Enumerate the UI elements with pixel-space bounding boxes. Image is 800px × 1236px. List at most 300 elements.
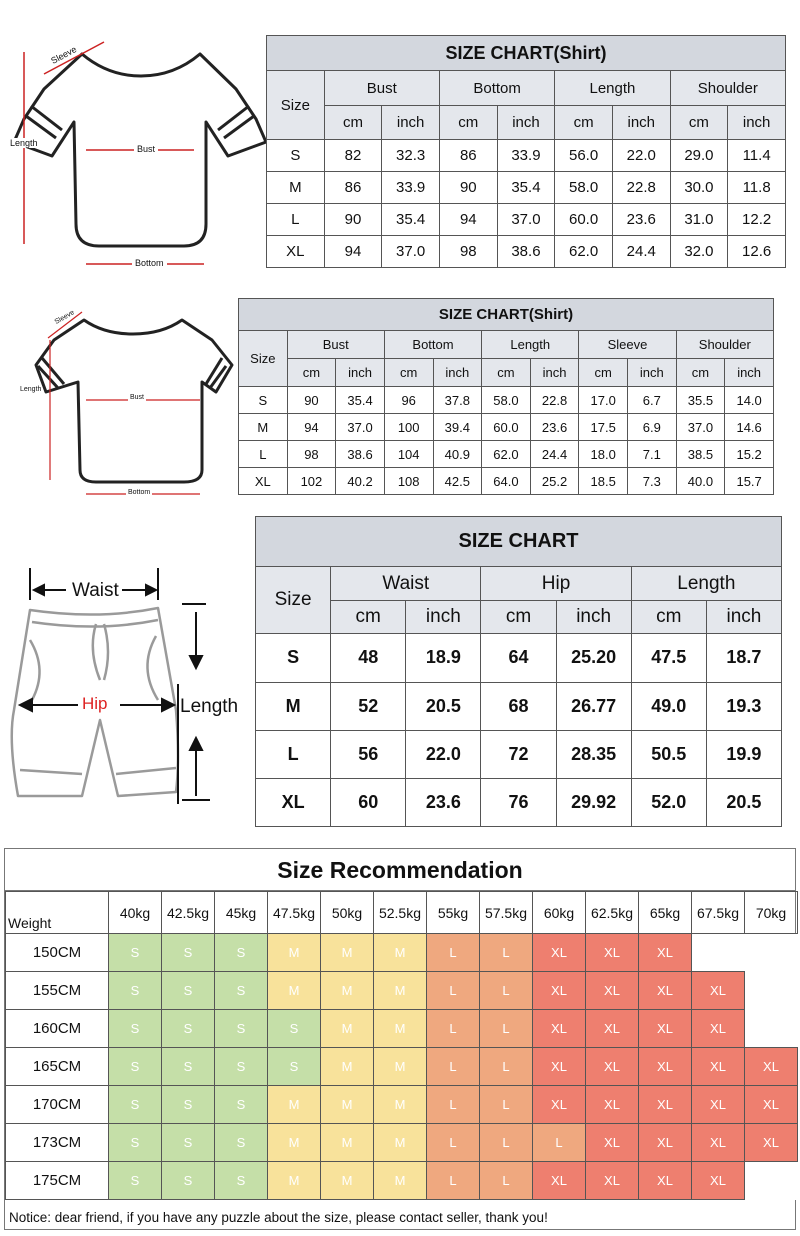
size-cell: L: [427, 1124, 480, 1162]
size-label: S: [239, 387, 288, 414]
size-cell: S: [215, 1086, 268, 1124]
size-chart-shorts: [255, 516, 782, 827]
table-cell: 86: [324, 172, 382, 204]
table-cell: 11.8: [728, 172, 786, 204]
tshirt-outline-icon: [6, 300, 238, 505]
table-row: [256, 634, 782, 682]
recommendation-grid: [5, 891, 798, 1200]
diagram-label-hip: Hip: [82, 694, 108, 713]
table-cell: 96: [384, 387, 433, 414]
shirt-diagram-2: [6, 300, 238, 505]
unit-header: cm: [676, 359, 725, 387]
table-cell: 100: [384, 414, 433, 441]
size-cell: L: [427, 1010, 480, 1048]
recommendation-row: [6, 1086, 798, 1124]
table-cell: 14.6: [725, 414, 774, 441]
table-row: [256, 778, 782, 826]
table-cell: 56.0: [555, 140, 613, 172]
table-cell: 60.0: [555, 204, 613, 236]
size-label: S: [256, 634, 331, 682]
size-label: XL: [256, 778, 331, 826]
table-cell: 86: [439, 140, 497, 172]
size-cell: L: [427, 972, 480, 1010]
size-cell: M: [374, 1048, 427, 1086]
weight-header: 67.5kg: [692, 892, 745, 934]
table-cell: 68: [481, 682, 556, 730]
table-cell: 72: [481, 730, 556, 778]
table-cell: 25.2: [530, 468, 579, 495]
size-chart-shirt-2: [238, 298, 774, 494]
table-cell: 90: [439, 172, 497, 204]
table-cell: 49.0: [631, 682, 706, 730]
table-cell: 40.2: [336, 468, 385, 495]
table-cell: 35.4: [336, 387, 385, 414]
tshirt-outline-icon: [4, 34, 266, 274]
group-header: Waist: [331, 567, 481, 601]
chart-title: SIZE CHART(Shirt): [267, 36, 786, 71]
table-cell: 23.6: [612, 204, 670, 236]
size-cell: XL: [586, 1086, 639, 1124]
size-cell: M: [321, 934, 374, 972]
size-cell: S: [109, 1010, 162, 1048]
size-cell: XL: [745, 1048, 798, 1086]
size-header: Size: [267, 71, 325, 140]
table-cell: 39.4: [433, 414, 482, 441]
table-cell: 22.0: [406, 730, 481, 778]
size-cell: XL: [692, 1162, 745, 1200]
table-cell: 60: [331, 778, 406, 826]
size-cell: L: [480, 972, 533, 1010]
group-header: Length: [482, 331, 579, 359]
table-cell: 30.0: [670, 172, 728, 204]
size-cell: XL: [745, 1124, 798, 1162]
weight-header: 47.5kg: [268, 892, 321, 934]
table-cell: 31.0: [670, 204, 728, 236]
size-label: XL: [267, 236, 325, 268]
table-row: [267, 236, 786, 268]
height-label: 165CM: [6, 1048, 109, 1086]
empty-cell: [745, 1162, 798, 1200]
size-cell: XL: [745, 1086, 798, 1124]
size-cell: M: [374, 972, 427, 1010]
table-cell: 38.5: [676, 441, 725, 468]
unit-header: cm: [384, 359, 433, 387]
table-cell: 20.5: [706, 778, 781, 826]
diagram-label-length: Length: [10, 138, 38, 148]
shirt-diagram-1: [4, 34, 266, 274]
size-cell: M: [374, 1162, 427, 1200]
size-label: S: [267, 140, 325, 172]
table-cell: 28.35: [556, 730, 631, 778]
table-cell: 6.9: [628, 414, 677, 441]
empty-cell: [745, 972, 798, 1010]
height-label: 150CM: [6, 934, 109, 972]
size-cell: XL: [639, 1048, 692, 1086]
size-cell: XL: [692, 972, 745, 1010]
table-cell: 98: [439, 236, 497, 268]
table-cell: 94: [439, 204, 497, 236]
group-header: Bottom: [384, 331, 481, 359]
size-cell: XL: [586, 1048, 639, 1086]
table-row: [267, 204, 786, 236]
table-cell: 18.0: [579, 441, 628, 468]
table-cell: 37.0: [676, 414, 725, 441]
table-cell: 58.0: [482, 387, 531, 414]
size-cell: M: [374, 934, 427, 972]
table-cell: 40.0: [676, 468, 725, 495]
diagram-label-sleeve: Sleeve: [53, 309, 76, 326]
table-cell: 7.3: [628, 468, 677, 495]
table-cell: 19.9: [706, 730, 781, 778]
table-cell: 64: [481, 634, 556, 682]
size-cell: L: [480, 1048, 533, 1086]
unit-header: cm: [579, 359, 628, 387]
size-label: L: [239, 441, 288, 468]
table-cell: 94: [287, 414, 336, 441]
size-cell: XL: [639, 1162, 692, 1200]
size-label: M: [239, 414, 288, 441]
table-cell: 102: [287, 468, 336, 495]
size-cell: L: [480, 1162, 533, 1200]
weight-header: 40kg: [109, 892, 162, 934]
weight-header: 55kg: [427, 892, 480, 934]
table-cell: 18.7: [706, 634, 781, 682]
table-cell: 18.5: [579, 468, 628, 495]
group-header: Bust: [324, 71, 439, 106]
size-cell: L: [427, 1162, 480, 1200]
recommendation-row: [6, 972, 798, 1010]
size-cell: S: [162, 1010, 215, 1048]
table-cell: 47.5: [631, 634, 706, 682]
size-cell: XL: [533, 1162, 586, 1200]
size-cell: M: [268, 934, 321, 972]
unit-header: inch: [406, 601, 481, 634]
unit-header: cm: [324, 106, 382, 140]
size-cell: XL: [639, 1124, 692, 1162]
table-row: [267, 140, 786, 172]
recommendation-row: [6, 1124, 798, 1162]
group-header: Sleeve: [579, 331, 676, 359]
size-cell: L: [480, 934, 533, 972]
table-cell: 22.8: [612, 172, 670, 204]
table-cell: 56: [331, 730, 406, 778]
table-row: [239, 441, 774, 468]
size-label: L: [267, 204, 325, 236]
table-cell: 35.4: [382, 204, 440, 236]
weight-header: 50kg: [321, 892, 374, 934]
size-cell: S: [215, 1048, 268, 1086]
table-cell: 23.6: [406, 778, 481, 826]
table-cell: 32.3: [382, 140, 440, 172]
size-cell: L: [480, 1010, 533, 1048]
empty-cell: [692, 934, 745, 972]
size-cell: S: [109, 934, 162, 972]
size-cell: M: [268, 1124, 321, 1162]
size-cell: XL: [586, 972, 639, 1010]
unit-header: inch: [433, 359, 482, 387]
size-cell: XL: [639, 972, 692, 1010]
empty-cell: [745, 934, 798, 972]
size-cell: XL: [533, 1048, 586, 1086]
size-cell: S: [215, 1162, 268, 1200]
diagram-label-sleeve: Sleeve: [49, 44, 79, 66]
table-cell: 50.5: [631, 730, 706, 778]
size-label: XL: [239, 468, 288, 495]
table-row: [239, 414, 774, 441]
table-cell: 52: [331, 682, 406, 730]
table-cell: 19.3: [706, 682, 781, 730]
group-header: Shoulder: [676, 331, 773, 359]
unit-header: inch: [612, 106, 670, 140]
table-cell: 104: [384, 441, 433, 468]
size-cell: M: [374, 1010, 427, 1048]
unit-header: cm: [331, 601, 406, 634]
table-cell: 37.0: [336, 414, 385, 441]
size-cell: XL: [586, 1162, 639, 1200]
recommendation-title: Size Recommendation: [5, 849, 795, 891]
height-label: 155CM: [6, 972, 109, 1010]
diagram-label-length: Length: [20, 386, 42, 393]
size-cell: M: [321, 1010, 374, 1048]
table-cell: 62.0: [482, 441, 531, 468]
size-cell: L: [480, 1086, 533, 1124]
table-cell: 29.92: [556, 778, 631, 826]
size-cell: S: [109, 1048, 162, 1086]
table-row: [267, 172, 786, 204]
table-row: [239, 387, 774, 414]
table-cell: 40.9: [433, 441, 482, 468]
table-row: [256, 730, 782, 778]
table-cell: 29.0: [670, 140, 728, 172]
chart-title: SIZE CHART: [256, 517, 782, 567]
group-header: Hip: [481, 567, 631, 601]
size-cell: XL: [586, 934, 639, 972]
size-cell: L: [427, 1086, 480, 1124]
size-cell: L: [480, 1124, 533, 1162]
table-cell: 35.5: [676, 387, 725, 414]
table-cell: 23.6: [530, 414, 579, 441]
size-cell: S: [268, 1010, 321, 1048]
group-header: Bust: [287, 331, 384, 359]
unit-header: cm: [631, 601, 706, 634]
recommendation-row: [6, 1048, 798, 1086]
table-cell: 15.2: [725, 441, 774, 468]
unit-header: inch: [556, 601, 631, 634]
size-cell: XL: [586, 1010, 639, 1048]
size-cell: M: [321, 972, 374, 1010]
corner-label: Weight: [6, 892, 109, 934]
empty-cell: [745, 1010, 798, 1048]
unit-header: cm: [555, 106, 613, 140]
weight-header: 45kg: [215, 892, 268, 934]
table-cell: 37.0: [497, 204, 555, 236]
unit-header: cm: [287, 359, 336, 387]
table-cell: 52.0: [631, 778, 706, 826]
weight-header: 57.5kg: [480, 892, 533, 934]
size-cell: M: [321, 1048, 374, 1086]
chart-title: SIZE CHART(Shirt): [239, 299, 774, 331]
table-cell: 60.0: [482, 414, 531, 441]
table-cell: 17.0: [579, 387, 628, 414]
size-header: Size: [256, 567, 331, 634]
table-cell: 24.4: [530, 441, 579, 468]
size-cell: S: [215, 934, 268, 972]
diagram-label-length: Length: [180, 696, 239, 717]
diagram-label-bust: Bust: [130, 394, 145, 401]
unit-header: inch: [382, 106, 440, 140]
table-cell: 76: [481, 778, 556, 826]
weight-header: 52.5kg: [374, 892, 427, 934]
diagram-label-bottom: Bottom: [132, 258, 167, 268]
diagram-label-waist: Waist: [72, 580, 119, 601]
size-cell: S: [215, 1124, 268, 1162]
unit-header: cm: [439, 106, 497, 140]
size-cell: S: [109, 972, 162, 1010]
table-cell: 37.8: [433, 387, 482, 414]
size-cell: S: [109, 1162, 162, 1200]
table-cell: 35.4: [497, 172, 555, 204]
size-cell: S: [162, 1162, 215, 1200]
size-chart-shirt-1: [266, 35, 786, 267]
table-cell: 20.5: [406, 682, 481, 730]
size-label: M: [256, 682, 331, 730]
table-cell: 11.4: [728, 140, 786, 172]
size-cell: M: [268, 1162, 321, 1200]
unit-header: cm: [481, 601, 556, 634]
size-cell: L: [427, 934, 480, 972]
size-cell: XL: [533, 1086, 586, 1124]
size-cell: XL: [533, 972, 586, 1010]
table-cell: 17.5: [579, 414, 628, 441]
table-cell: 48: [331, 634, 406, 682]
size-cell: XL: [586, 1124, 639, 1162]
unit-header: inch: [725, 359, 774, 387]
table-cell: 18.9: [406, 634, 481, 682]
shorts-diagram: [8, 560, 256, 810]
size-cell: XL: [692, 1048, 745, 1086]
table-cell: 22.0: [612, 140, 670, 172]
size-cell: S: [162, 1048, 215, 1086]
shorts-outline-icon: [8, 560, 256, 810]
table-cell: 82: [324, 140, 382, 172]
unit-header: inch: [706, 601, 781, 634]
size-cell: S: [109, 1124, 162, 1162]
size-header: Size: [239, 331, 288, 387]
size-cell: S: [268, 1048, 321, 1086]
size-cell: XL: [639, 1086, 692, 1124]
table-cell: 108: [384, 468, 433, 495]
size-cell: XL: [639, 1010, 692, 1048]
table-cell: 37.0: [382, 236, 440, 268]
group-header: Bottom: [439, 71, 554, 106]
weight-header: 42.5kg: [162, 892, 215, 934]
size-cell: S: [162, 934, 215, 972]
height-label: 175CM: [6, 1162, 109, 1200]
table-cell: 25.20: [556, 634, 631, 682]
size-cell: XL: [533, 934, 586, 972]
group-header: Shoulder: [670, 71, 785, 106]
size-cell: M: [374, 1086, 427, 1124]
table-cell: 12.2: [728, 204, 786, 236]
table-cell: 12.6: [728, 236, 786, 268]
unit-header: inch: [530, 359, 579, 387]
group-header: Length: [555, 71, 670, 106]
weight-header: 62.5kg: [586, 892, 639, 934]
size-cell: S: [162, 972, 215, 1010]
size-cell: S: [162, 1086, 215, 1124]
size-cell: S: [215, 972, 268, 1010]
table-cell: 58.0: [555, 172, 613, 204]
size-cell: XL: [639, 934, 692, 972]
table-cell: 6.7: [628, 387, 677, 414]
recommendation-row: [6, 934, 798, 972]
table-cell: 62.0: [555, 236, 613, 268]
unit-header: cm: [482, 359, 531, 387]
size-cell: M: [268, 972, 321, 1010]
unit-header: cm: [670, 106, 728, 140]
table-cell: 26.77: [556, 682, 631, 730]
table-cell: 90: [324, 204, 382, 236]
table-cell: 33.9: [382, 172, 440, 204]
table-cell: 94: [324, 236, 382, 268]
weight-header-row: [6, 892, 798, 934]
table-cell: 90: [287, 387, 336, 414]
table-cell: 38.6: [336, 441, 385, 468]
size-cell: S: [215, 1010, 268, 1048]
size-cell: M: [321, 1162, 374, 1200]
table-cell: 15.7: [725, 468, 774, 495]
table-cell: 14.0: [725, 387, 774, 414]
size-recommendation: [4, 848, 796, 1230]
size-cell: XL: [533, 1010, 586, 1048]
table-row: [256, 682, 782, 730]
size-cell: M: [268, 1086, 321, 1124]
height-label: 170CM: [6, 1086, 109, 1124]
table-cell: 98: [287, 441, 336, 468]
diagram-label-bottom: Bottom: [128, 489, 151, 496]
table-cell: 22.8: [530, 387, 579, 414]
size-cell: M: [374, 1124, 427, 1162]
size-cell: XL: [692, 1124, 745, 1162]
table-cell: 38.6: [497, 236, 555, 268]
size-cell: XL: [692, 1010, 745, 1048]
table-cell: 24.4: [612, 236, 670, 268]
table-cell: 7.1: [628, 441, 677, 468]
size-cell: L: [427, 1048, 480, 1086]
unit-header: inch: [728, 106, 786, 140]
size-label: M: [267, 172, 325, 204]
size-cell: L: [533, 1124, 586, 1162]
height-label: 173CM: [6, 1124, 109, 1162]
size-label: L: [256, 730, 331, 778]
size-cell: M: [321, 1124, 374, 1162]
table-cell: 42.5: [433, 468, 482, 495]
unit-header: inch: [336, 359, 385, 387]
table-cell: 64.0: [482, 468, 531, 495]
unit-header: inch: [497, 106, 555, 140]
height-label: 160CM: [6, 1010, 109, 1048]
size-cell: XL: [692, 1086, 745, 1124]
size-cell: S: [109, 1086, 162, 1124]
table-cell: 33.9: [497, 140, 555, 172]
table-row: [239, 468, 774, 495]
group-header: Length: [631, 567, 781, 601]
notice-text: Notice: dear friend, if you have any puzzle about the size, please contact seller, thank you!: [9, 1210, 548, 1225]
weight-header: 70kg: [745, 892, 798, 934]
unit-header: inch: [628, 359, 677, 387]
size-cell: M: [321, 1086, 374, 1124]
recommendation-row: [6, 1162, 798, 1200]
